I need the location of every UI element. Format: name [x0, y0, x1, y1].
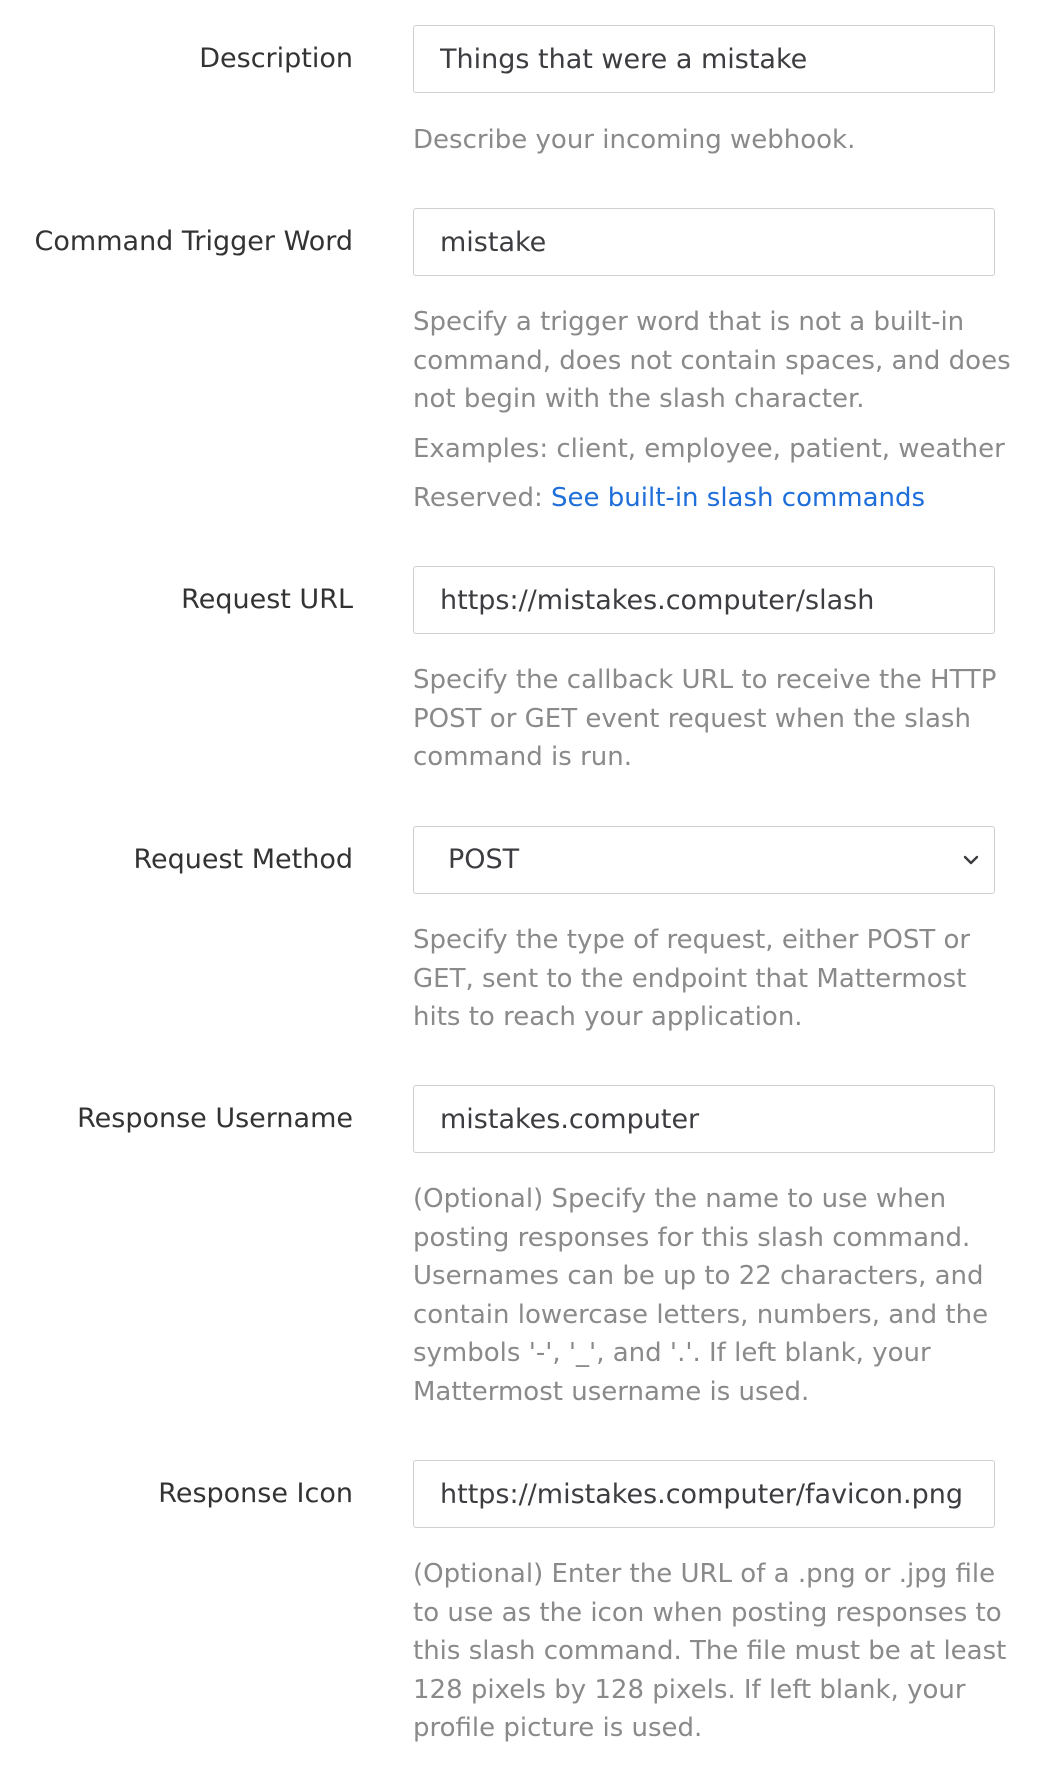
request-url-label: Request URL [181, 584, 353, 615]
description-help [413, 121, 1013, 160]
request-url-help [413, 661, 1013, 777]
built-in-slash-commands-link[interactable]: See built-in slash commands [551, 483, 926, 513]
response-icon-help-text: (Optional) Enter the URL of a .png or .jpg file to use as the icon when posting responses to this slash command. The file must be at least 128 pixels by 128 pixels. If left blank, your profile picture is used. [413, 1559, 1007, 1743]
trigger-help [413, 303, 1013, 518]
request-method-help [413, 921, 1013, 1037]
request-url-help-text: Specify the callback URL to receive the HTTP POST or GET event request when the slash command is run. [413, 665, 997, 772]
response-username-help [413, 1180, 1013, 1411]
request-url-input[interactable] [413, 566, 995, 634]
description-help-text: Describe your incoming webhook. [413, 125, 856, 155]
request-method-select[interactable] [413, 826, 995, 894]
trigger-examples: Examples: client, employee, patient, weather [413, 433, 1005, 464]
request-method-label: Request Method [133, 844, 353, 875]
chevron-down-icon [960, 849, 982, 871]
description-label: Description [199, 43, 353, 74]
response-icon-input[interactable] [413, 1460, 995, 1528]
request-method-selected-value: POST [448, 844, 520, 875]
trigger-reserved-prefix: Reserved: [413, 483, 552, 513]
response-username-label: Response Username [77, 1103, 353, 1134]
description-input[interactable] [413, 25, 995, 93]
request-method-help-text: Specify the type of request, either POST or GET, sent to the endpoint that Mattermost hits to reach your application. [413, 925, 971, 1032]
response-username-help-text: (Optional) Specify the name to use when posting responses for this slash command. Usernames can be up to 22 characters, and contain lowercase letters, numbers, and the symbols '-', '_', and '.'. If left blank, your Mattermost username is used. [413, 1184, 989, 1407]
response-icon-help [413, 1555, 1013, 1748]
trigger-label: Command Trigger Word [34, 226, 353, 257]
trigger-word-input[interactable] [413, 208, 995, 276]
response-icon-label: Response Icon [158, 1478, 353, 1509]
trigger-reserved [413, 479, 1013, 518]
trigger-help-text: Specify a trigger word that is not a built-in command, does not contain spaces, and does not begin with the slash character. [413, 307, 1011, 414]
response-username-input[interactable] [413, 1085, 995, 1153]
